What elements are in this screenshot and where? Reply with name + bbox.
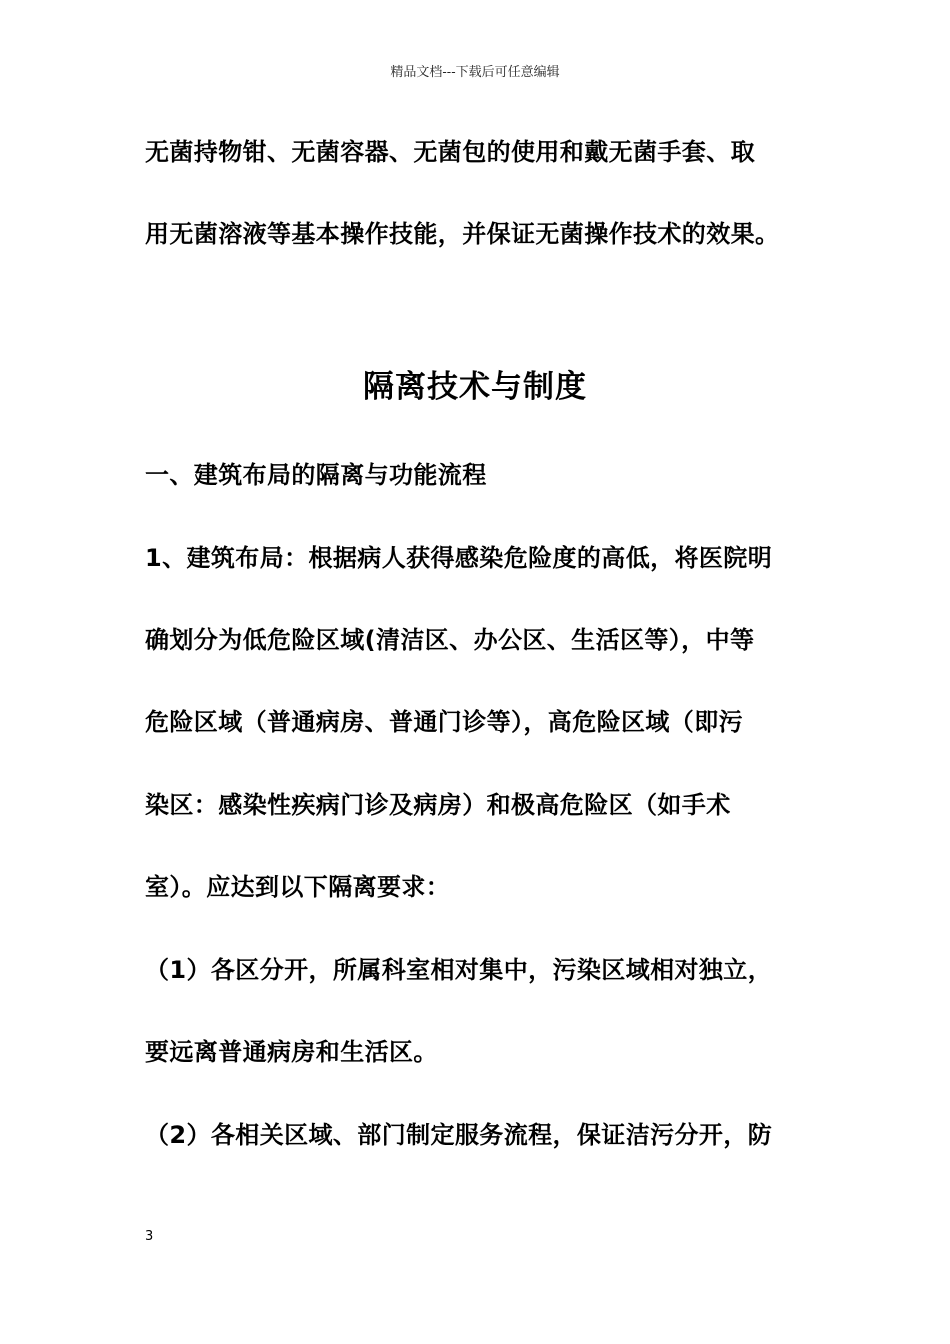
page-header: 精品文档---下载后可任意编辑 bbox=[390, 65, 560, 80]
paragraph-1-line-3: 危险区域（普通病房、普通门诊等），高危险区域（即污 bbox=[145, 708, 743, 736]
paragraph-1-line-4: 染区：感染性疾病门诊及病房）和极高危险区（如手术 bbox=[145, 791, 731, 819]
section-heading: 一、建筑布局的隔离与功能流程 bbox=[145, 461, 487, 489]
paragraph-1-line-5: 室）。应达到以下隔离要求： bbox=[145, 873, 451, 901]
section-title: 隔离技术与制度 bbox=[363, 369, 587, 405]
intro-line-1: 无菌持物钳、无菌容器、无菌包的使用和戴无菌手套、取 bbox=[145, 138, 755, 166]
intro-line-2: 用无菌溶液等基本操作技能，并保证无菌操作技术的效果。 bbox=[145, 220, 780, 248]
item-2-line-1: （2）各相关区域、部门制定服务流程，保证洁污分开，防 bbox=[145, 1121, 773, 1149]
item-1-line-1: （1）各区分开，所属科室相对集中，污染区域相对独立， bbox=[145, 956, 773, 984]
paragraph-1-line-2: 确划分为低危险区域(清洁区、办公区、生活区等），中等 bbox=[145, 626, 755, 654]
paragraph-1-line-1: 1、建筑布局：根据病人获得感染危险度的高低，将医院明 bbox=[145, 544, 773, 572]
page-number: 3 bbox=[145, 1229, 154, 1244]
item-1-line-2: 要远离普通病房和生活区。 bbox=[145, 1038, 438, 1066]
